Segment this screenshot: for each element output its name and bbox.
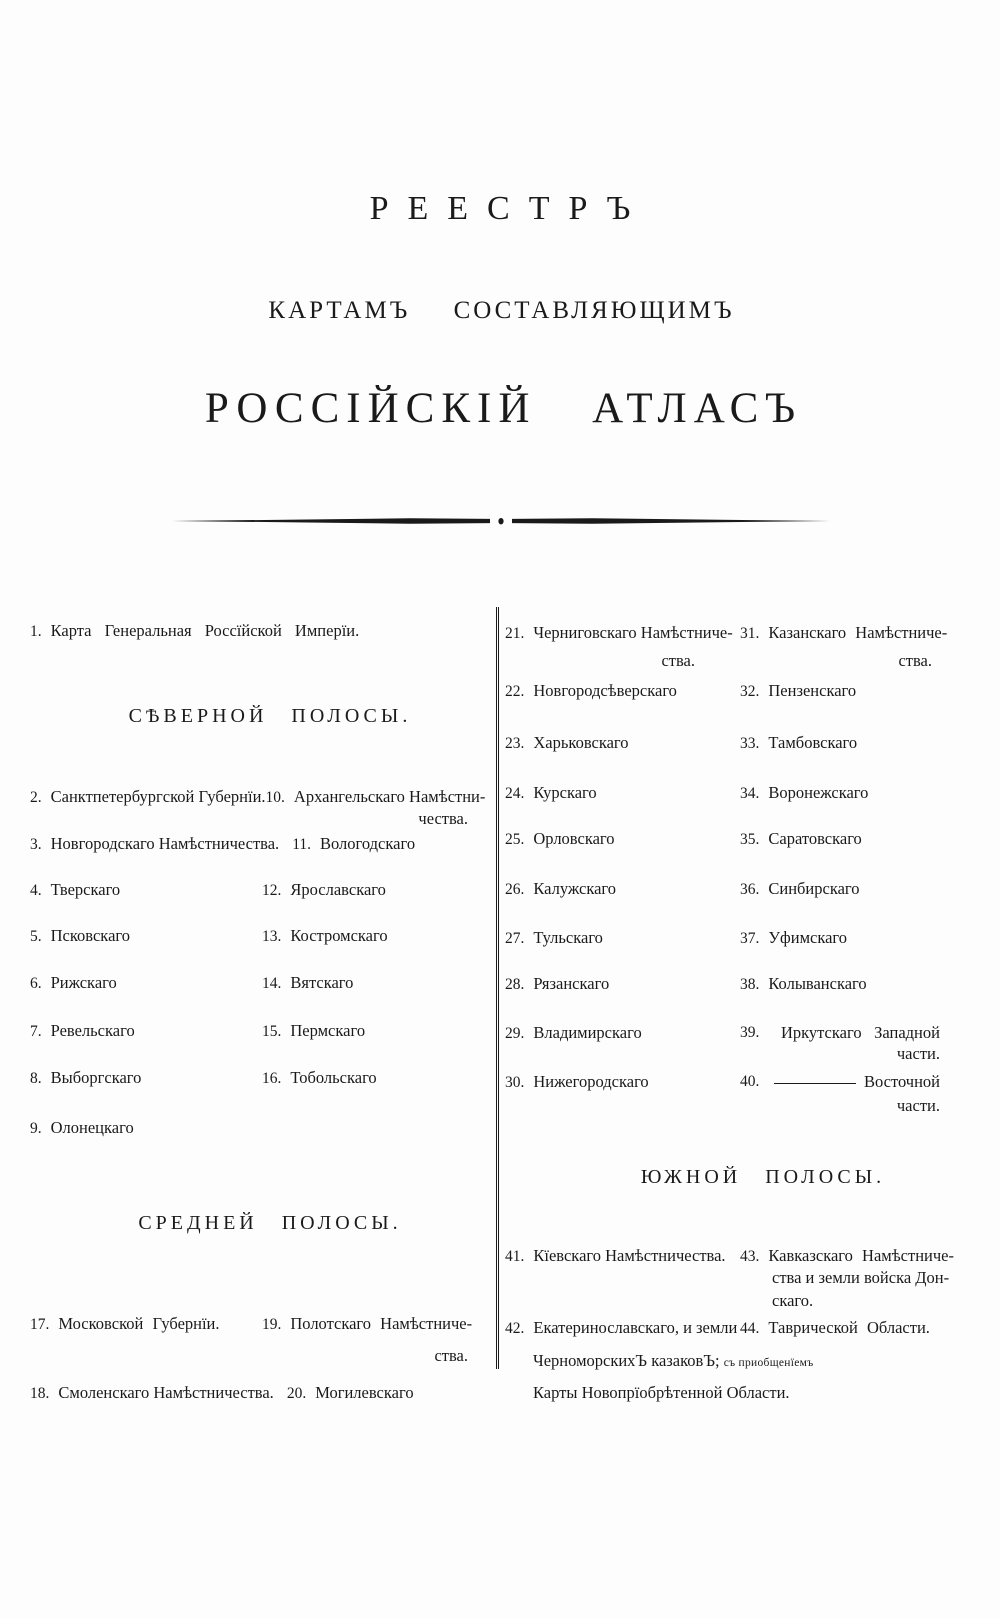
entry-19 (262, 1311, 472, 1337)
entry-20 (287, 1380, 414, 1406)
entry-number: 42. (505, 1320, 525, 1337)
entry-17 (30, 1314, 220, 1333)
column-divider-line (496, 607, 499, 1369)
entry-number: 8. (30, 1070, 42, 1087)
entry-text: Колыванскаго (768, 974, 867, 993)
entry-row (505, 1315, 960, 1341)
entry-text: Псковскаго (50, 926, 131, 945)
entry-text: Саратовскаго (768, 829, 862, 848)
entry-27 (505, 928, 603, 947)
entry-number: 30. (505, 1074, 525, 1091)
entry-number: 28. (505, 976, 525, 993)
entry-number: 4. (30, 882, 42, 899)
entry-7 (30, 1021, 135, 1040)
entry-38 (740, 971, 867, 997)
entry-text: Ярославскаго (290, 880, 386, 899)
entry-1 (30, 618, 470, 644)
entry-row (505, 925, 960, 951)
entry-row (30, 1380, 470, 1406)
entry-5 (30, 926, 130, 945)
entry-number: 24. (505, 785, 525, 802)
entry-text: Екатеринославскаго, и земли (533, 1318, 738, 1337)
entry-number: 16. (262, 1070, 282, 1087)
page-subtitle: КАРТАМЪ СОСТАВЛЯЮЩИМЪ (268, 297, 735, 324)
entry-29 (505, 1023, 642, 1042)
entry-text: Могилевскаго (315, 1383, 414, 1402)
entry-31 (740, 620, 947, 646)
entry-number: 22. (505, 683, 525, 700)
entry-number: 21. (505, 625, 525, 642)
entry-number: 32. (740, 683, 760, 700)
entry-number: 1. (30, 623, 42, 640)
page-title: РЕЕСТРЪ (369, 190, 650, 227)
entry-number: 43. (740, 1248, 760, 1265)
entry-text: Казанскаго Намѣстниче- (768, 623, 948, 642)
entry-text: Полотскаго Намѣстниче- (290, 1314, 473, 1333)
entry-28 (505, 974, 609, 993)
entry-text: Рязанскаго (533, 974, 610, 993)
entry-number: 10. (265, 789, 285, 806)
entry-text: Владимирскаго (533, 1023, 642, 1042)
entry-number: 41. (505, 1248, 525, 1265)
entry-text: Курскаго (533, 783, 597, 802)
entry-number: 23. (505, 735, 525, 752)
entry-number: 18. (30, 1385, 50, 1402)
tapered-rule-icon (170, 514, 832, 528)
entry-number: 31. (740, 625, 760, 642)
entry-text: Калужскаго (533, 879, 617, 898)
entry-8 (30, 1068, 141, 1087)
entry-number: 38. (740, 976, 760, 993)
entry-number: 33. (740, 735, 760, 752)
entry-row (505, 1069, 960, 1095)
entry-text: Пермскаго (290, 1021, 366, 1040)
entry-23 (505, 733, 629, 752)
entry-row (30, 831, 470, 857)
entry-row (505, 730, 960, 756)
entry-row (505, 780, 960, 806)
entry-19-continuation: ства. (434, 1346, 468, 1365)
entry-row (505, 620, 960, 646)
entry-42-continuation (533, 1348, 813, 1376)
entry-row (30, 1065, 470, 1091)
entry-text: Пензенскаго (768, 681, 857, 700)
entry-number: 34. (740, 785, 760, 802)
entry-row (30, 970, 470, 996)
atlas-title: РОССІЙСКІЙ АТЛАСЪ (204, 385, 803, 432)
entry-33 (740, 730, 857, 756)
entry-text: Харьковскаго (533, 733, 629, 752)
entry-text: Тверскаго (50, 880, 121, 899)
entry-25 (505, 829, 615, 848)
entry-31-continuation: ства. (898, 651, 932, 670)
entry-row (30, 1311, 473, 1337)
entry-11 (292, 831, 415, 857)
entry-42-continuation: Карты Новопрїобрѣтенной Области. (533, 1383, 790, 1402)
entry-44 (740, 1315, 930, 1341)
entry-text: Тобольскаго (290, 1068, 377, 1087)
section-header-middle: СРЕДНЕЙ ПОЛОСЫ. (138, 1212, 402, 1234)
entry-row (30, 923, 470, 949)
entry-14 (262, 970, 353, 996)
entry-number: 26. (505, 881, 525, 898)
entry-number: 2. (30, 789, 42, 806)
entry-32 (740, 678, 856, 704)
entry-number: 44. (740, 1320, 760, 1337)
entry-number: 40. (740, 1073, 760, 1090)
entry-row (505, 876, 960, 902)
ditto-dash (774, 1083, 856, 1084)
entry-text: Олонецкаго (50, 1118, 134, 1137)
entry-37 (740, 925, 847, 951)
entry-24 (505, 783, 597, 802)
section-header-south: ЮЖНОЙ ПОЛОСЫ. (640, 1166, 886, 1188)
entry-text: Воронежскаго (768, 783, 869, 802)
entry-10-continuation: чества. (418, 809, 468, 828)
entry-text: Карта Генеральная Россїйской Имперїи. (50, 621, 360, 640)
entry-text: Тамбовскаго (768, 733, 858, 752)
entry-number: 35. (740, 831, 760, 848)
entry-40-continuation: части. (896, 1096, 940, 1115)
entry-number: 29. (505, 1025, 525, 1042)
entry-number: 19. (262, 1316, 282, 1333)
entry-number: 14. (262, 975, 282, 992)
entry-text: Черниговскаго Намѣстниче- (533, 623, 733, 642)
entry-number: 20. (286, 1385, 307, 1402)
entry-43-continuation: скаго. (772, 1291, 814, 1310)
entry-row (505, 678, 960, 704)
entry-number: 37. (740, 930, 760, 947)
entry-text: Рижскаго (50, 973, 117, 992)
entry-42 (505, 1318, 737, 1337)
entry-36 (740, 876, 860, 902)
entry-22 (505, 681, 677, 700)
entry-3 (30, 831, 279, 857)
entry-number: 7. (30, 1023, 42, 1040)
entry-text: Уфимскаго (768, 928, 848, 947)
entry-text: Костромскаго (290, 926, 388, 945)
entry-43-continuation: ства и земли войска Дон- (772, 1268, 950, 1287)
entry-text: Вологодскаго (320, 834, 416, 853)
entry-21 (505, 623, 733, 642)
entry-number: 13. (262, 928, 282, 945)
entry-number: 6. (30, 975, 42, 992)
entry-number: 12. (262, 882, 282, 899)
entry-text: Нижегородскаго (533, 1072, 649, 1091)
entry-number: 15. (262, 1023, 282, 1040)
entry-text: Санктпетербургской Губернїи. (50, 787, 266, 806)
ornamental-divider (170, 514, 832, 533)
entry-row (30, 877, 470, 903)
entry-number: 3. (30, 836, 42, 853)
entry-number: 25. (505, 831, 525, 848)
entry-text: ЧерноморскихЪ казаковЪ; (533, 1351, 720, 1370)
entry-text: Орловскаго (533, 829, 615, 848)
entry-34 (740, 780, 868, 806)
entry-text: Иркутскаго (780, 1023, 862, 1042)
entry-row (505, 826, 960, 852)
entry-number: 39. (740, 1024, 760, 1041)
entry-text: Вятскаго (290, 973, 354, 992)
entry-text: Кїевскаго Намѣстничества. (533, 1246, 726, 1265)
entry-21-continuation: ства. (661, 651, 695, 670)
entry-text: Новгородскаго Намѣстничества. (50, 834, 280, 853)
entry-text: Западной (874, 1023, 940, 1042)
entry-text-small: съ приобщенїемъ (723, 1357, 814, 1369)
entry-text: Выборгскаго (50, 1068, 142, 1087)
entry-row (30, 1018, 470, 1044)
entry-text: Синбирскаго (768, 879, 860, 898)
section-header-north: СѢВЕРНОЙ ПОЛОСЫ. (128, 705, 412, 727)
entry-row (505, 971, 960, 997)
entry-number: 5. (30, 928, 42, 945)
entry-30 (505, 1072, 649, 1091)
entry-text: Тульскаго (533, 928, 603, 947)
entry-text: Кавказскаго Намѣстниче- (768, 1246, 954, 1265)
entry-15 (262, 1018, 365, 1044)
entry-40 (740, 1069, 940, 1094)
entry-number: 11. (292, 836, 311, 853)
entry-6 (30, 973, 117, 992)
entry-text: Новгородсѣверскаго (533, 681, 677, 700)
entry-number: 36. (740, 881, 760, 898)
entry-text: Московской Губернїи. (58, 1314, 220, 1333)
entry-9 (30, 1115, 470, 1141)
entry-number: 27. (505, 930, 525, 947)
entry-35 (740, 826, 862, 852)
entry-text: Ревельскаго (50, 1021, 135, 1040)
entry-39-continuation: части. (896, 1044, 940, 1063)
entry-13 (262, 923, 388, 949)
entry-text: Таврической Области. (768, 1318, 930, 1337)
entry-12 (262, 877, 386, 903)
entry-text: Архангельскаго Намѣстни- (293, 787, 486, 806)
entry-text: Восточной (863, 1072, 940, 1091)
entry-number: 9. (30, 1120, 42, 1137)
entry-16 (262, 1065, 377, 1091)
entry-text: Смоленскаго Намѣстничества. (58, 1383, 274, 1402)
entry-4 (30, 880, 120, 899)
entry-number: 17. (30, 1316, 50, 1333)
entry-18 (30, 1380, 274, 1406)
entry-26 (505, 879, 616, 898)
entry-41 (505, 1246, 726, 1265)
